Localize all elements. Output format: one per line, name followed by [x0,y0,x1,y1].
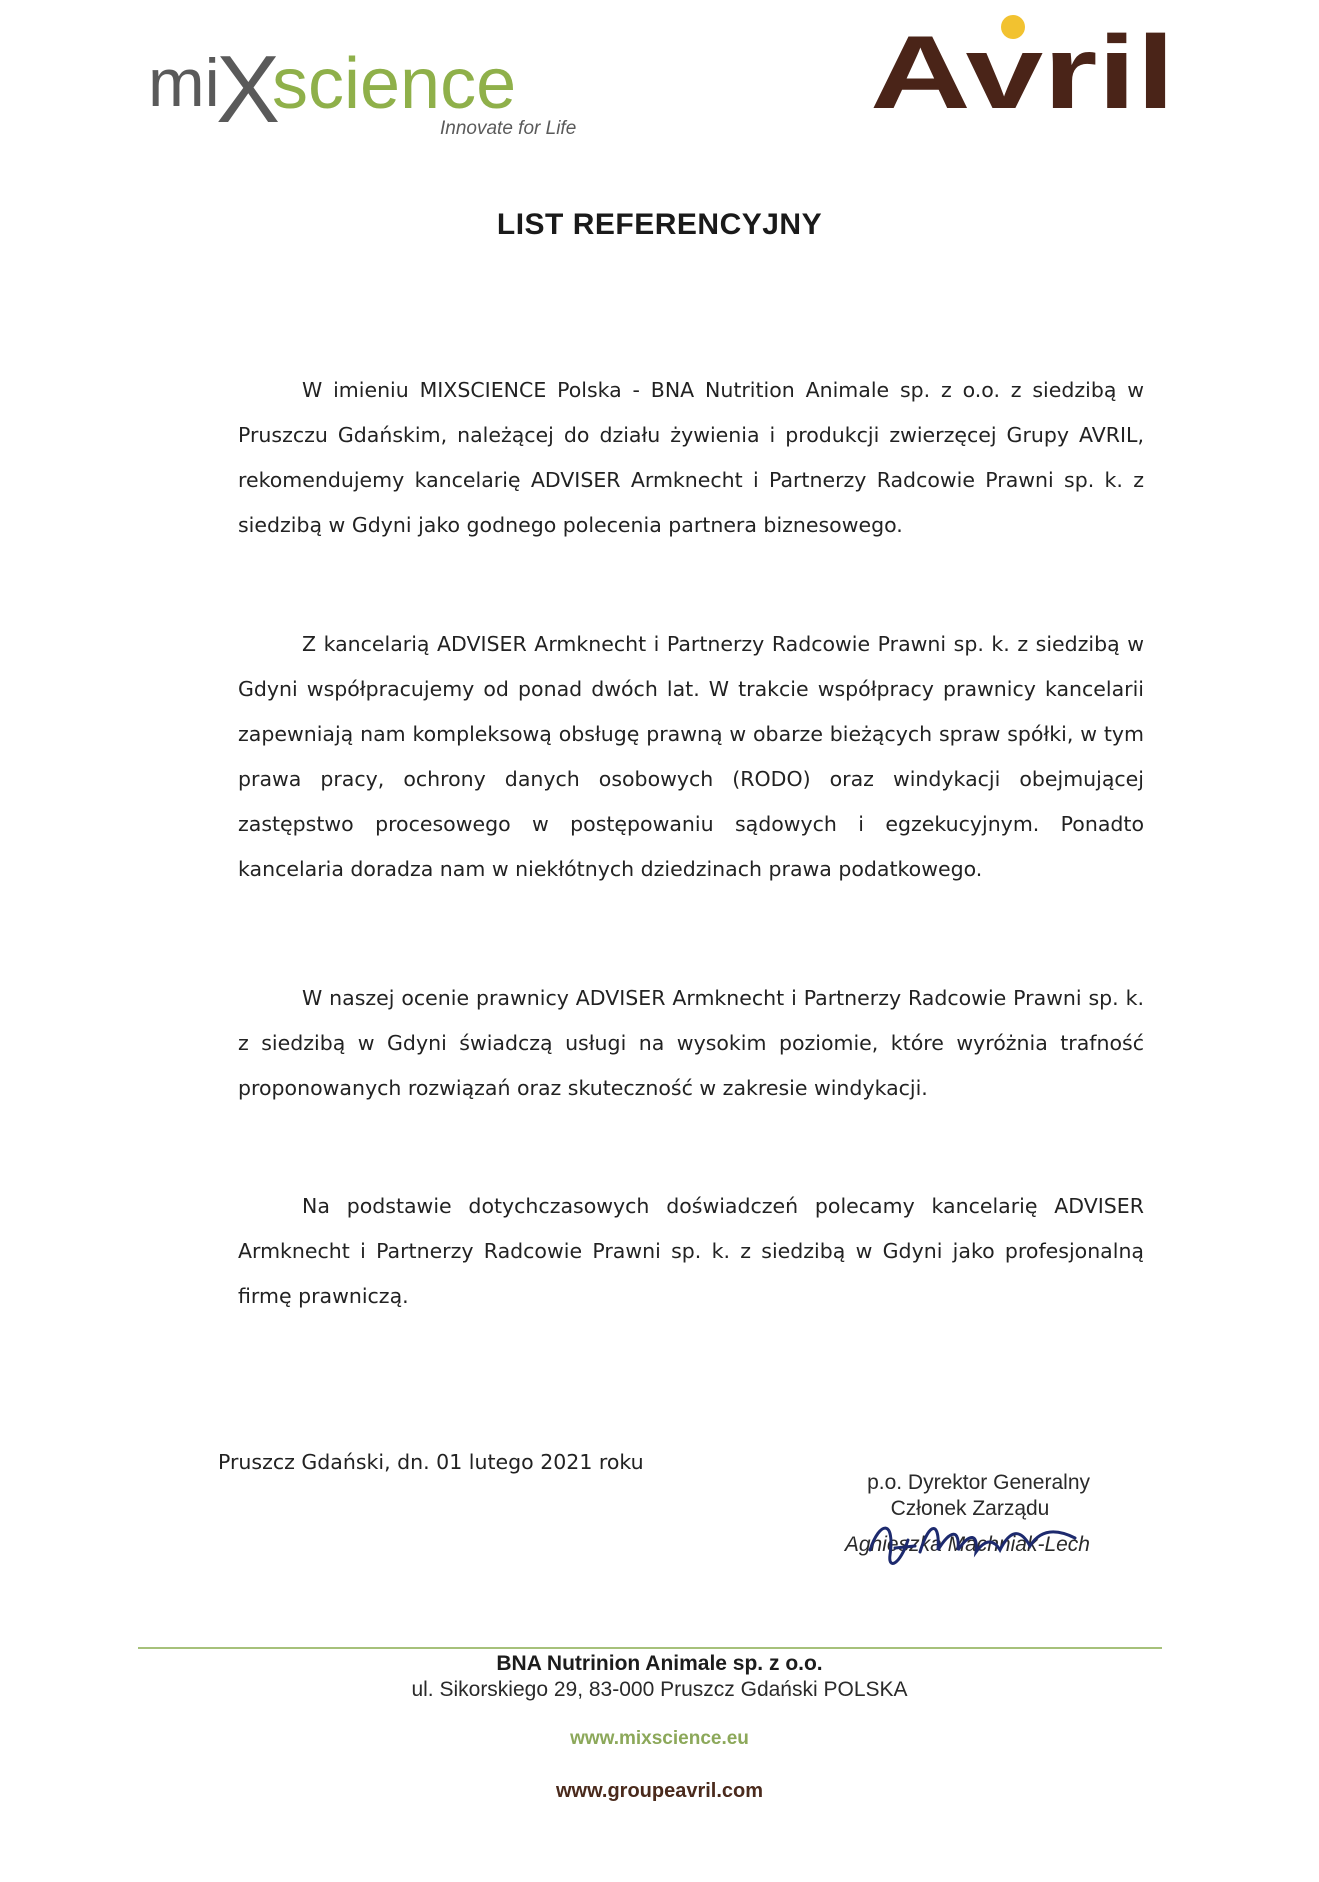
footer-divider [138,1647,1162,1649]
letter-title: LIST REFERENCYJNY [496,208,823,241]
signatory-title: p.o. Dyrektor Generalny [867,1471,1090,1494]
svg-text:science: science [272,44,517,124]
svg-text:mi: mi [148,45,220,121]
place-date: Pruszcz Gdański, dn. 01 lutego 2021 roku [218,1450,644,1474]
footer-company: BNA Nutrinion Animale sp. z o.o. [496,1652,823,1675]
handwritten-signature [860,1510,1090,1580]
paragraph-3: W naszej ocenie prawnicy ADVISER Armknecht i Partnerzy Radcowie Prawni sp. k. z siedzibą w Gdyni świadczą usługi na wysokim poziomie, które wyróżnia trafność proponowanych rozwiązań oraz skuteczność w zakresie windykacji. [238,986,1144,1100]
footer-website-mixscience[interactable]: www.mixscience.eu [570,1728,749,1749]
svg-text:Avril: Avril [870,15,1175,120]
signatory-name: Agnieszka Machniak-Lech [844,1533,1090,1556]
svg-text:X: X [216,36,281,143]
footer-address: ul. Sikorskiego 29, 83-000 Pruszcz Gdański POLSKA [411,1678,908,1701]
avril-logo [870,10,1180,120]
signatory-role: Członek Zarządu [890,1497,1050,1520]
paragraph-2: Z kancelarią ADVISER Armknecht i Partnerzy Radcowie Prawni sp. k. z siedzibą w Gdyni współpracujemy od ponad dwóch lat. W trakcie współpracy prawnicy kancelarii zapewniają nam kompleksową obsługę prawną w obarze bieżących spraw spółki, w tym prawa pracy, ochrony danych osobowych (RODO) oraz windykacji obejmującej zastępstwo procesowego w postępowaniu sądowych i egzekucyjnym. Ponadto kancelaria doradza nam w niekłótnych dziedzinach prawa podatkowego. [238,632,1144,881]
footer-website-groupeavril[interactable]: www.groupeavril.com [555,1780,764,1802]
mixscience-logo [148,28,598,158]
svg-text:Innovate for Life: Innovate for Life [440,118,577,139]
paragraph-1: W imieniu MIXSCIENCE Polska - BNA Nutrition Animale sp. z o.o. z siedzibą w Pruszczu Gdańskim, należącej do działu żywienia i produkcji zwierzęcej Grupy AVRIL, rekomendujemy kancelarię ADVISER Armknecht i Partnerzy Radcowie Prawni sp. k. z siedzibą w Gdyni jako godnego polecenia partnera biznesowego. [238,378,1144,537]
paragraph-4: Na podstawie dotychczasowych doświadczeń polecamy kancelarię ADVISER Armknecht i Partnerzy Radcowie Prawni sp. k. z siedzibą w Gdyni jako profesjonalną firmę prawniczą. [238,1194,1144,1308]
